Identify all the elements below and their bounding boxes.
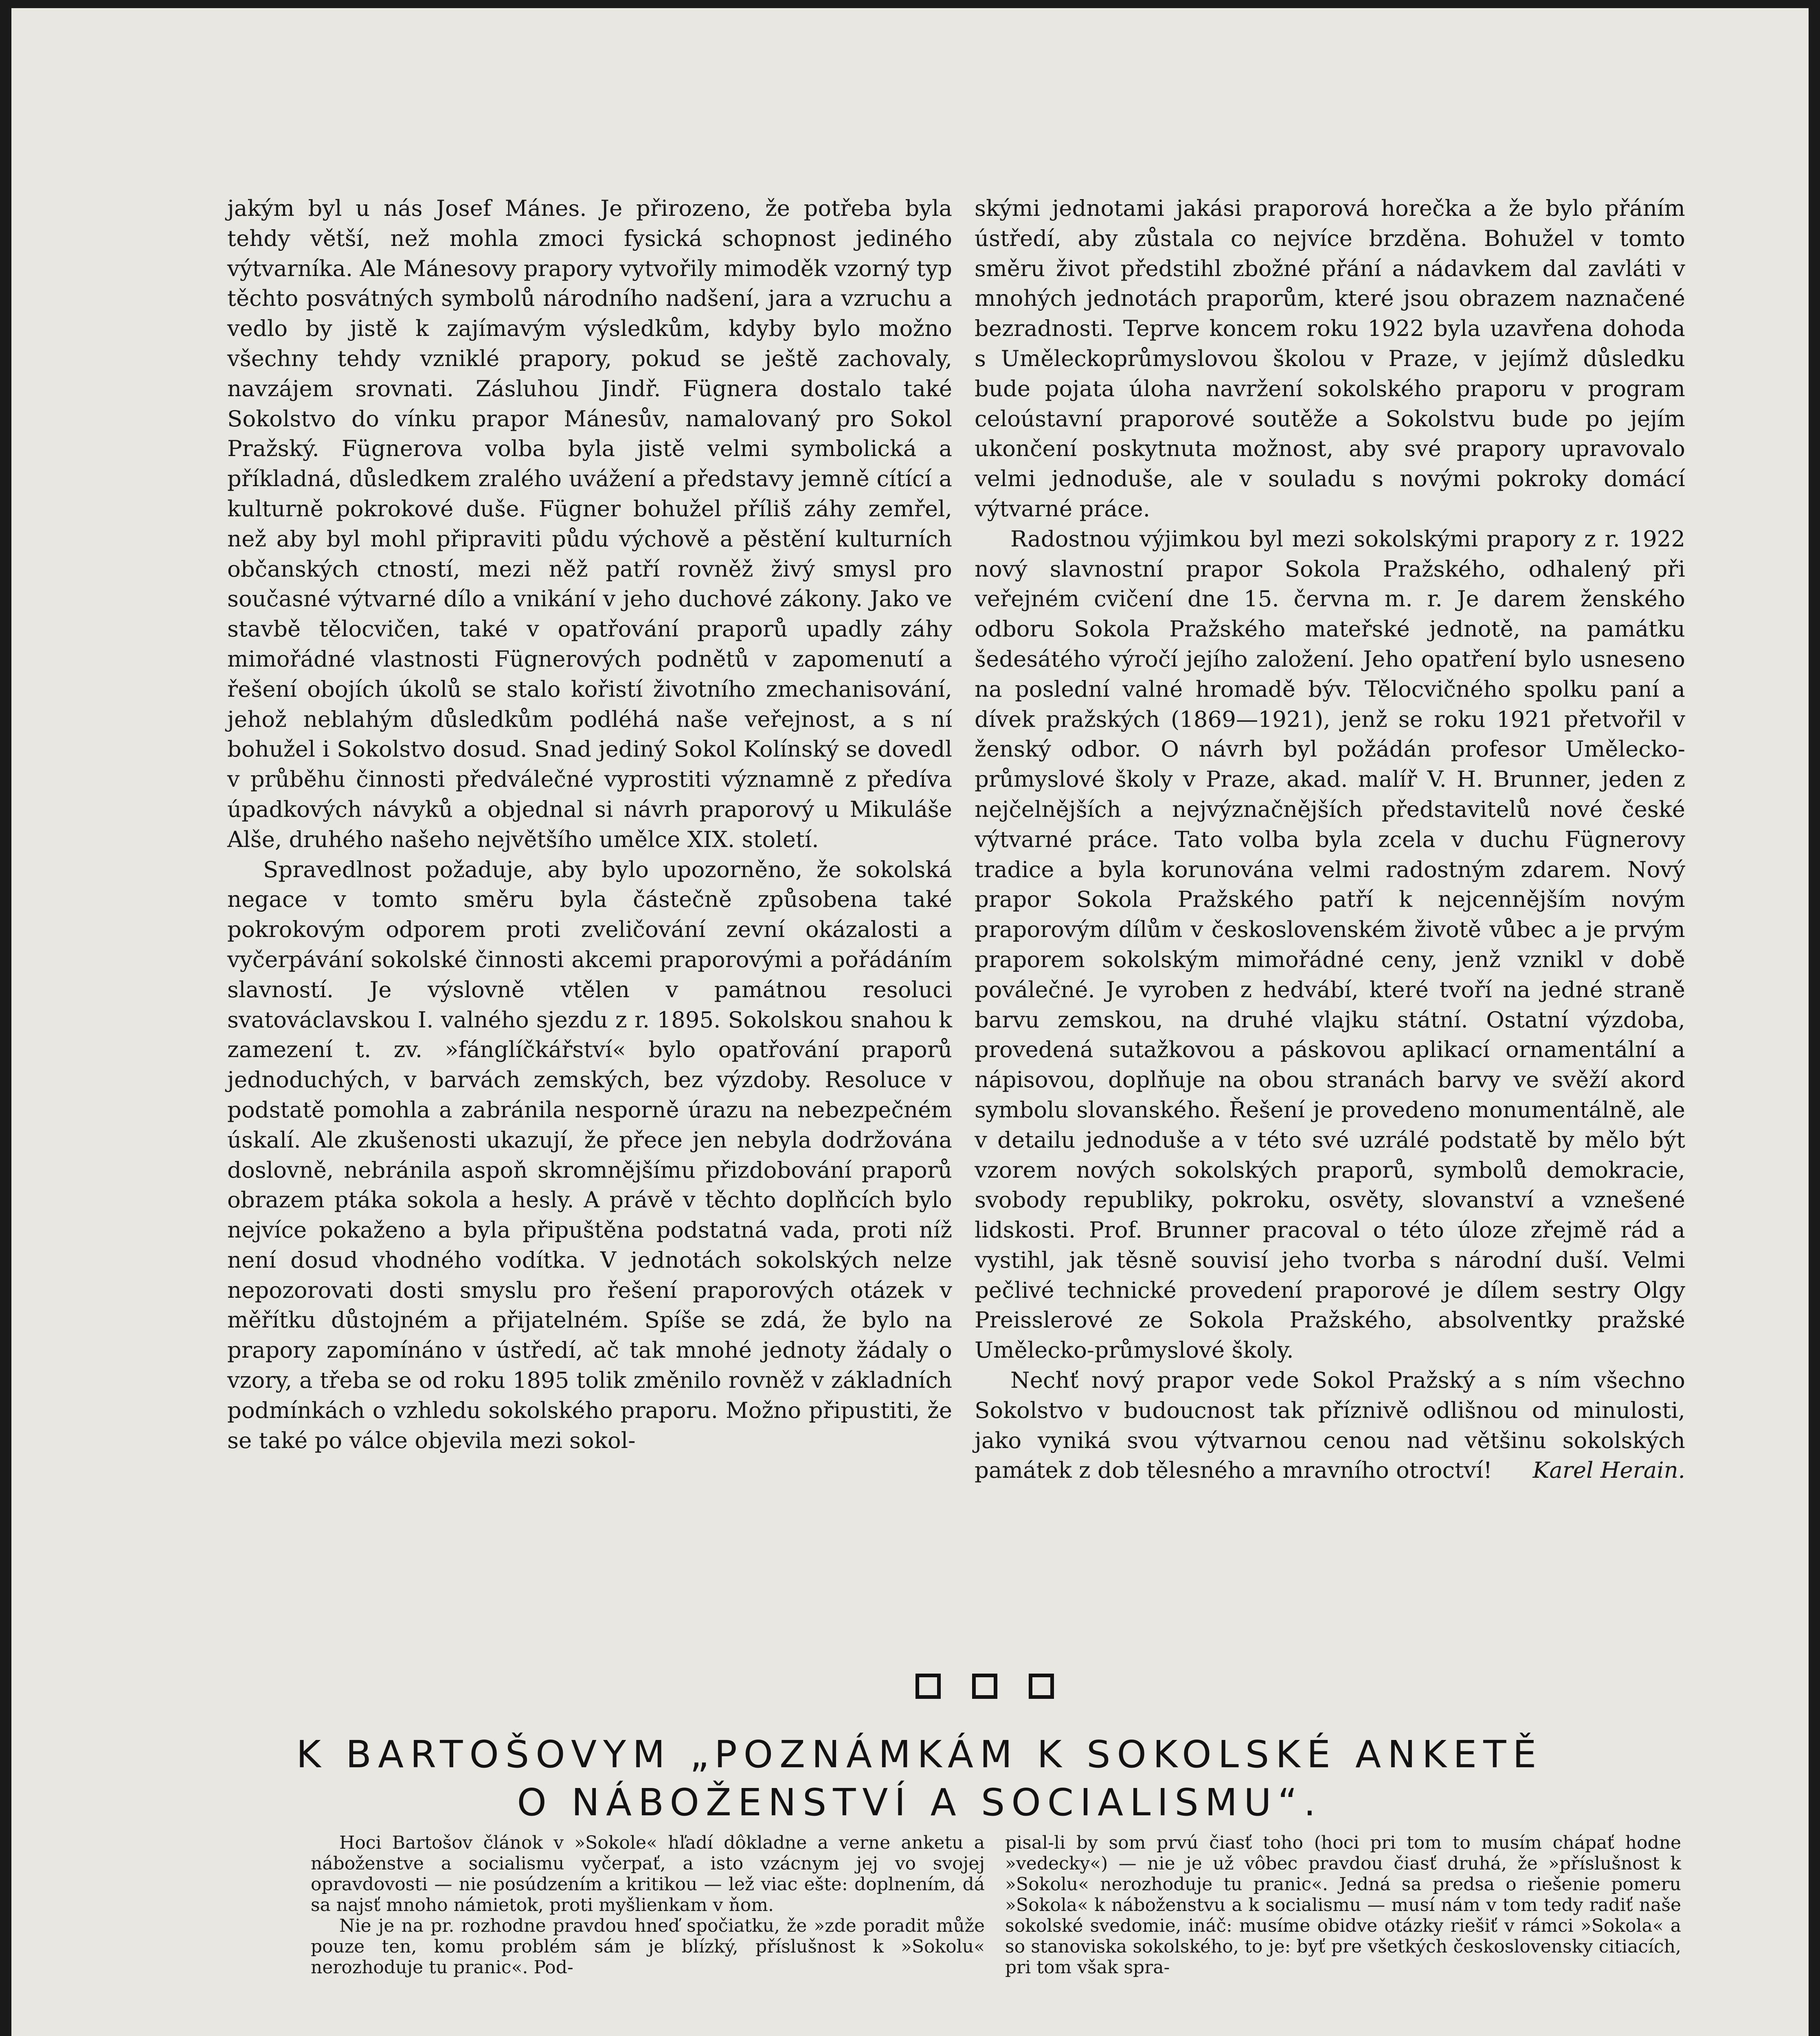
headline-line-2: O NÁBOŽENSTVÍ A SOCIALISMU“. [517,1781,1322,1824]
paragraph: Spravedlnost požaduje, aby bylo upozorněno, že sokolská negace v tomto směru byla částečně způsobena také pokrokovým odporem proti zveličování zevní okázalosti a vyčerpávání sokolské činnosti akcemi praporovými a pořádáním slavností. Je výslovně vtělen v památnou resoluci svatováclavskou I. valného sjezdu z r. 1895. Sokolskou snahou k zamezení t. zv. »fánglíčkářství« bylo opatřování praporů jednoduchých, v barvách zemských, bez výzdoby. Resoluce v podstatě pomohla a zabránila nesporně úrazu na nebezpečném úskalí. Ale zkušenosti ukazují, že přece jen nebyla dodržována doslovně, nebránila aspoň skromnějšímu přizdobování praporů obrazem ptáka sokola a hesly. A právě v těchto doplňcích bylo nejvíce pokaženo a byla připuštěna podstatná vada, proti níž není dosud vhodného vodítka. V jednotách sokolských nelze nepozorovati dosti smyslu pro řešení praporových otázek v měřítku důstojném a přijatelném. Spíše se zdá, že bylo na prapory zapomínáno v ústředí, ač tak mnohé jednoty žádaly o vzory, a třeba se od roku 1895 tolik změnilo rovněž v základních podmínkách o vzhledu sokolského praporu. Možno připustiti, že se také po válce objevila mezi sokol- [227,856,952,1453]
article2-left-column [311,1832,985,1978]
paragraph: Hoci Bartošov článok v »Sokole« hľadí dôkladne a verne anketu a náboženstve a socialismu vyčerpať, a isto vzácnym jej vo svojej opravdovosti — nie posúdzením a kritikou — lež viac ešte: doplnením, dá sa najsť mnoho námietok, proti myšlienkam v ňom. [311,1832,985,1915]
author-signature: Karel Herain. [1532,1457,1685,1483]
article-headline [166,1731,1673,1827]
paragraph: jakým byl u nás Josef Mánes. Je přirozeno, že potřeba byla tehdy větší, než mohla zmoci fysická schopnost jediného výtvarníka. Ale Mánesovy prapory vytvořily mimoděk vzorný typ těchto posvátných symbolů národního nadšení, jara a vzruchu a vedlo by jistě k zajímavým výsledkům, kdyby bylo možno všechny tehdy vzniklé prapory, pokud se ještě zachovaly, navzájem srovnati. Zásluhou Jindř. Fügnera dostalo také Sokolstvo do vínku prapor Mánesův, namalovaný pro Sokol Pražský. Fügnerova volba byla jistě velmi symbolická a příkladná, důsledkem zralého uvážení a představy jemně cítící a kulturně pokrokové duše. Fügner bohužel příliš záhy zemřel, než aby byl mohl připraviti půdu výchově a pěstění kulturních občanských ctností, mezi něž patří rovněž živý smysl pro současné výtvarné dílo a vnikání v jeho duchové zákony. Jako ve stavbě tělocvičen, také v opatřování praporů upadly záhy mimořádné vlastnosti Fügnerových podnětů v zapomenutí a řešení obojích úkolů se stalo kořistí životního zmechanisování, jehož neblahým důsledkům podléhá naše veřejnost, a s ní bohužel i Sokolstvo dosud. Snad jediný Sokol Kolínský se dovedl v průběhu činnosti předválečné vyprostiti významně z předíva úpadkových návyků a objednal si návrh praporový u Mikuláše Alše, druhého našeho největšího umělce XIX. století. [227,195,952,852]
section-divider [915,1674,1054,1706]
headline-line-1: K BARTOŠOVYM „POZNÁMKÁM K SOKOLSKÉ ANKETĚ [296,1733,1543,1776]
closing-text: Nechť nový prapor vede Sokol Pražský a s ním všechno Sokolstvo v budoucnost tak příznivě odlišnou od minulosti, jako vyniká svou výtvarnou cenou nad většinu sokolských památek z dob tělesného a mravního otroctví! [975,1367,1685,1483]
magazine-page [11,8,1809,2036]
left-column [227,193,952,1455]
paragraph: Radostnou výjimkou byl mezi sokolskými prapory z r. 1922 nový slavnostní prapor Sokola Pražského, odhalený při veřejném cvičení dne 15. června m. r. Je darem ženského odboru Sokola Pražského mateřské jednotě, na památku šedesátého výročí jejího založení. Jeho opatření bylo usneseno na poslední valné hromadě býv. Tělocvičného spolku paní a dívek pražských (1869—1921), jenž se roku 1921 přetvořil v ženský odbor. O návrh byl požádán profesor Umělecko-průmyslové školy v Praze, akad. malíř V. H. Brunner, jeden z nejčelnějších a nejvýznačnějších představitelů nové české výtvarné práce. Tato volba byla zcela v duchu Fügnerovy tradice a byla korunována velmi radostným zdarem. Nový prapor Sokola Pražského patří k nejcennějším novým praporovým dílům v československém životě vůbec a je prvým praporem sokolským mimořádné ceny, jenž vznikl v době poválečné. Je vyroben z hedvábí, které tvoří na jedné straně barvu zemskou, na druhé vlajku státní. Ostatní výzdoba, provedená sutažkovou a páskovou aplikací ornamentální a nápisovou, doplňuje na obou stranách barvy ve svěží akord symbolu slovanského. Řešení je provedeno monumentálně, ale v detailu jednoduše a v této své uzrálé podstatě by mělo být vzorem nových sokolských praporů, symbolů demokracie, svobody republiky, pokroku, osvěty, slovanství a vznešené lidskosti. Prof. Brunner pracoval o této úloze zřejmě rád a vystihl, jak těsně souvisí jeho tvorba s národní duší. Velmi pečlivé technické provedení praporové je dílem sestry Olgy Preisslerové ze Sokola Pražského, absolventky pražské Umělecko-průmyslové školy. [975,525,1685,1363]
paragraph: Nie je na pr. rozhodne pravdou hneď spočiatku, že »zde poradit může pouze ten, komu problém sám je blízký, příslušnost k »Sokolu« nerozhoduje tu pranic«. Pod- [311,1915,985,1978]
paragraph: pisal-li by som prvú čiasť toho (hoci pri tom to musím chápať hodne »vedecky«) — nie je už vôbec pravdou čiasť druhá, že »příslušnost k »Sokolu« nerozhoduje tu pranic«. Jedná sa predsa o riešenie pomeru »Sokola« k náboženstvu a k socialismu — musí nám v tom tedy radiť naše sokolské svedomie, ináč: musíme obidve otázky riešiť v rámci »Sokola« a so stanoviska sokolského, to je: byť pre všetkých československy citiacích, pri tom však spra- [1005,1832,1681,1978]
right-column [975,193,1685,1485]
article2-right-column [1005,1832,1681,1978]
square-ornament-icon [972,1674,997,1699]
square-ornament-icon [915,1674,941,1699]
square-ornament-icon [1029,1674,1054,1699]
paragraph [975,1365,1685,1485]
paragraph: skými jednotami jakási praporová horečka a že bylo přáním ústředí, aby zůstala co nejvíce brzděna. Bohužel v tomto směru život předstihl zbožné přání a nádavkem dal zavláti v mnohých jednotách praporům, které jsou obrazem naznačené bezradnosti. Teprve koncem roku 1922 byla uzavřena dohoda s Uměleckoprůmyslovou školou v Praze, v jejímž důsledku bude pojata úloha navržení sokolského praporu v program celoústavní praporové soutěže a Sokolstvu bude po jejím ukončení poskytnuta možnost, aby své prapory upravovalo velmi jednoduše, ale v souladu s novými pokroky domácí výtvarné práce. [975,195,1685,522]
